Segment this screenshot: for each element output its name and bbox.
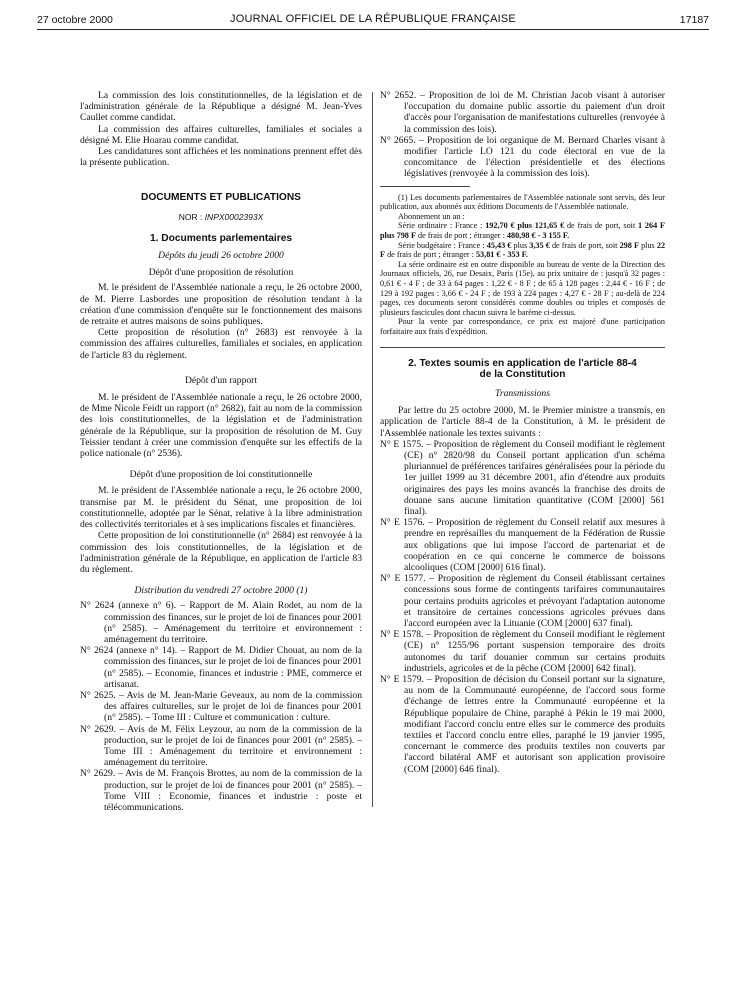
footnote <box>380 193 665 337</box>
fn-price: 480,98 € - 3 155 F. <box>506 231 570 240</box>
depot-heading: Dépôt d'une proposition de résolution <box>148 267 294 279</box>
footnote-text: (1) Les documents parlementaires de l'Assemblée nationale sont servis, dès leur publication, aux abonnés aux éditions Documents de l'Assemblée nationale. <box>380 192 665 212</box>
transmission-item: N° E 1579. – Proposition de décision du Conseil portant sur la signature, au nom de la Communauté européenne, de l'accord sous forme d'échange de lettres entre la Communauté européenne et la République populaire de Chine, paraphé à Pékin le 19 mai 2000, modifiant l'accord conclu entre elles sur le commerce des produits textiles et l'accord conclu entre elles, paraphé le 19 janvier 1995, concernant le commerce des produits textiles non couverts par l'accord bilatéral AMF et autorisant son application provisoire (COM [2000] 646 final). <box>380 674 665 775</box>
fn-text: de frais de port ; étranger : <box>415 231 507 240</box>
depot-paragraph: M. le président de l'Assemblée nationale a reçu, le 26 octobre 2000, de Mme Nicole Feidt un rapport (n° 2682), fait au nom de la commission des lois constitutionnelles, de la législation et de l'administration générale de la République, sur la proposition de résolution de M. Guy Teissier tendant à créer une commission d'enquête sur les effectifs de la police nationale (n° 2536). <box>80 392 362 460</box>
fn-text: Série ordinaire : France : <box>398 221 486 231</box>
fn-price: 1 264 F plus 798 F <box>380 221 665 240</box>
fn-price: 53,81 € - 353 F. <box>475 250 528 260</box>
intro-paragraph: La commission des lois constitutionnelles, de la législation et de l'administration générale de la République a désigné M. Jean-Yves Caullet comme candidat. <box>80 90 362 124</box>
section-2-title-line2: de la Constitution <box>479 368 566 380</box>
fn-text: de frais de port, soit <box>549 240 620 250</box>
transmission-item: N° E 1577. – Proposition de règlement du Conseil établissant certaines concessions sous forme de contingents tarifaires communautaires pour certains produits agricoles et prévoyant l'adaptation autonome et transitoire de certaines concessions agricoles prévues dans l'accord européen avec la Lituanie (COM [2000] 637 final). <box>380 573 665 629</box>
footnote-serie-budgetaire <box>380 241 665 260</box>
footnote-text: Abonnement un an : <box>398 211 465 221</box>
header-rule <box>37 29 709 30</box>
section-2-title: 2. Textes soumis en application de l'article 88-4 <box>408 357 637 369</box>
fn-price: 298 F <box>619 240 639 250</box>
column-divider <box>372 92 373 807</box>
depot-paragraph: M. le président de l'Assemblée nationale a reçu, le 26 octobre 2000, de M. Pierre Lasbordes une proposition de résolution tendant à la création d'une commission d'enquête sur le fonctionnement des maisons de retraite et autres maisons de soins publiques. <box>80 282 362 328</box>
journal-title: JOURNAL OFFICIEL DE LA RÉPUBLIQUE FRANÇAISE <box>230 13 516 25</box>
footnote-rule <box>380 186 470 187</box>
proposal-item: N° 2665. – Proposition de loi organique de M. Bernard Charles visant à modifier l'article LO 121 du code électoral en vue de la concomitance de l'élection présidentielle et des élections législatives (renvoyée à la commission des lois). <box>380 134 665 180</box>
intro-paragraph: La commission des affaires culturelles, familiales et sociales a désigné M. Elie Hoarau comme candidat. <box>80 123 362 146</box>
footnote-serie-ordinaire <box>380 221 665 240</box>
fn-text: plus <box>511 240 530 250</box>
depot-paragraph: Cette proposition de résolution (n° 2683) est renvoyée à la commission des affaires culturelles, familiales et sociales, en application de l'article 83 du règlement. <box>80 327 362 361</box>
distribution-item: N° 2625. – Avis de M. Jean-Marie Geveaux, au nom de la commission des affaires culturelles, sur le projet de loi de finances pour 2001 (n° 2585). – Tome III : Culture et communication : culture. <box>80 689 362 724</box>
fn-text: de frais de port ; étranger : <box>385 250 476 260</box>
section-rule <box>380 347 665 348</box>
fn-price: 45,43 € <box>486 240 512 250</box>
transmission-item: N° E 1575. – Proposition de règlement du Conseil modifiant le règlement (CE) n° 2820/98 du Conseil portant application d'un schéma pluriannuel de préférences tarifaires généralisées pour la période du 1er juillet 1999 au 31 décembre 2001, afin d'étendre aux produits originaires des pays les moins avancés la franchise des droits de douane sans aucune limitation quantitative (COM [2000] 561 final). <box>380 438 665 517</box>
transmissions-intro: Par lettre du 25 octobre 2000, M. le Premier ministre a transmis, en application de l'article 88-4 de la Constitution, à M. le président de l'Assemblée nationale les textes suivants : <box>380 405 665 439</box>
fn-text: plus <box>638 240 657 250</box>
depot-heading: Dépôt d'un rapport <box>184 374 258 386</box>
depot-paragraph: Cette proposition de loi constitutionnelle (n° 2684) est renvoyée à la commission des lois constitutionnelles, de la législation et de l'administration générale de la République, en application de l'article 83 du règlement. <box>80 530 362 575</box>
fn-text: Série budgétaire : France : <box>398 240 487 250</box>
distribution-item: N° 2629. – Avis de M. François Brottes, au nom de la commission de la production, sur le projet de loi de finances pour 2001 (n° 2585). – Tome VIII : Economie, finances et industrie : poste et télécommunications. <box>80 768 362 813</box>
nor-reference <box>80 212 362 223</box>
proposal-item: N° 2652. – Proposition de loi de M. Christian Jacob visant à autoriser l'occupation du domaine public assortie du paiement d'un droit d'accès pour l'organisation de manifestations culturelles (renvoyée à la commission des lois). <box>380 90 665 135</box>
nor-value: INPX0002393X <box>204 211 264 222</box>
page-number: 17187 <box>679 14 709 26</box>
transmission-item: N° E 1578. – Proposition de règlement du Conseil modifiant le règlement (CE) n° 1255/96 portant suspension temporaire des droits autonomes du tarif douanier commun sur certains produits industriels, agricoles et de la pêche (COM [2000] 642 final). <box>380 629 665 674</box>
footnote-text: Pour la vente par correspondance, ce prix est majoré d'une participation forfaitaire aux frais d'expédition. <box>380 317 665 336</box>
depots-date: Dépôts du jeudi 26 octobre 2000 <box>158 250 284 262</box>
transmissions-heading: Transmissions <box>495 387 550 399</box>
depot-paragraph: M. le président de l'Assemblée nationale a reçu, le 26 octobre 2000, transmise par M. le président du Sénat, une proposition de loi constitutionnelle, adoptée par le Sénat, relative à la libre administration des collectivités territoriales et à ses implications fiscales et financières. <box>80 485 362 531</box>
header-date: 27 octobre 2000 <box>37 14 113 26</box>
fn-text: de frais de port, soit <box>564 221 639 231</box>
transmission-item: N° E 1576. – Proposition de règlement du Conseil relatif aux mesures à prendre en représailles du manquement de la Fédération de Russie aux obligations que lui impose l'accord de partenariat et de coopération en ce qui concerne le commerce de boissons alcooliques (COM [2000] 616 final). <box>380 517 665 573</box>
footnote-text: La série ordinaire est en outre disponible au bureau de vente de la Direction des Journaux officiels, 26, rue Desaix, Paris (15e), au prix unitaire de : jusqu'à 32 pages : 0,61 € - 4 F ; de 33 à 64 pages : 1,22 € - 8 F ; de 65 à 128 pages : 2,44 € - 16 F ; de 129 à 192 pages : 3,66 € - 24 F ; de 193 à 224 pages : 4,27 € - 28 F ; au-delà de 224 pages, ces documents seront considérés comme doubles ou triples et composés de plusieurs fascicules dont chacun suivra le barème ci-dessus. <box>380 259 665 317</box>
left-column <box>80 90 362 813</box>
distribution-item: N° 2629. – Avis de M. Félix Leyzour, au nom de la commission de la production, sur le projet de loi de finances pour 2001 (n° 2585). – Tome III : Aménagement du territoire et environnement : aménagement du territoire. <box>80 723 362 769</box>
right-column <box>380 90 665 775</box>
fn-price: 22 F <box>380 240 666 260</box>
fn-price: 192,70 € plus 121,65 € <box>485 221 565 231</box>
distribution-item: N° 2624 (annexe n° 14). – Rapport de M. Didier Chouat, au nom de la commission des finances, sur le projet de loi de finances pour 2001 (n° 2585). – Economie, finances et industrie : PME, commerce et artisanat. <box>80 645 362 690</box>
page-header <box>37 12 709 30</box>
documents-title: DOCUMENTS ET PUBLICATIONS <box>141 192 301 204</box>
depot-heading: Dépôt d'une proposition de loi constitutionnelle <box>129 469 313 481</box>
distribution-title: Distribution du vendredi 27 octobre 2000 (1) <box>134 585 308 597</box>
distribution-item: N° 2624 (annexe n° 6). – Rapport de M. Alain Rodet, au nom de la commission des finances, sur le projet de loi de finances pour 2001 (n° 2585). – Aménagement du territoire et environnement : aménagement du territoire. <box>80 600 362 645</box>
intro-paragraph: Les candidatures sont affichées et les nominations prennent effet dès la présente publication. <box>80 146 362 169</box>
nor-label: NOR : <box>178 211 203 222</box>
section-1-title: 1. Documents parlementaires <box>149 232 293 244</box>
fn-price: 3,35 € <box>529 240 550 250</box>
